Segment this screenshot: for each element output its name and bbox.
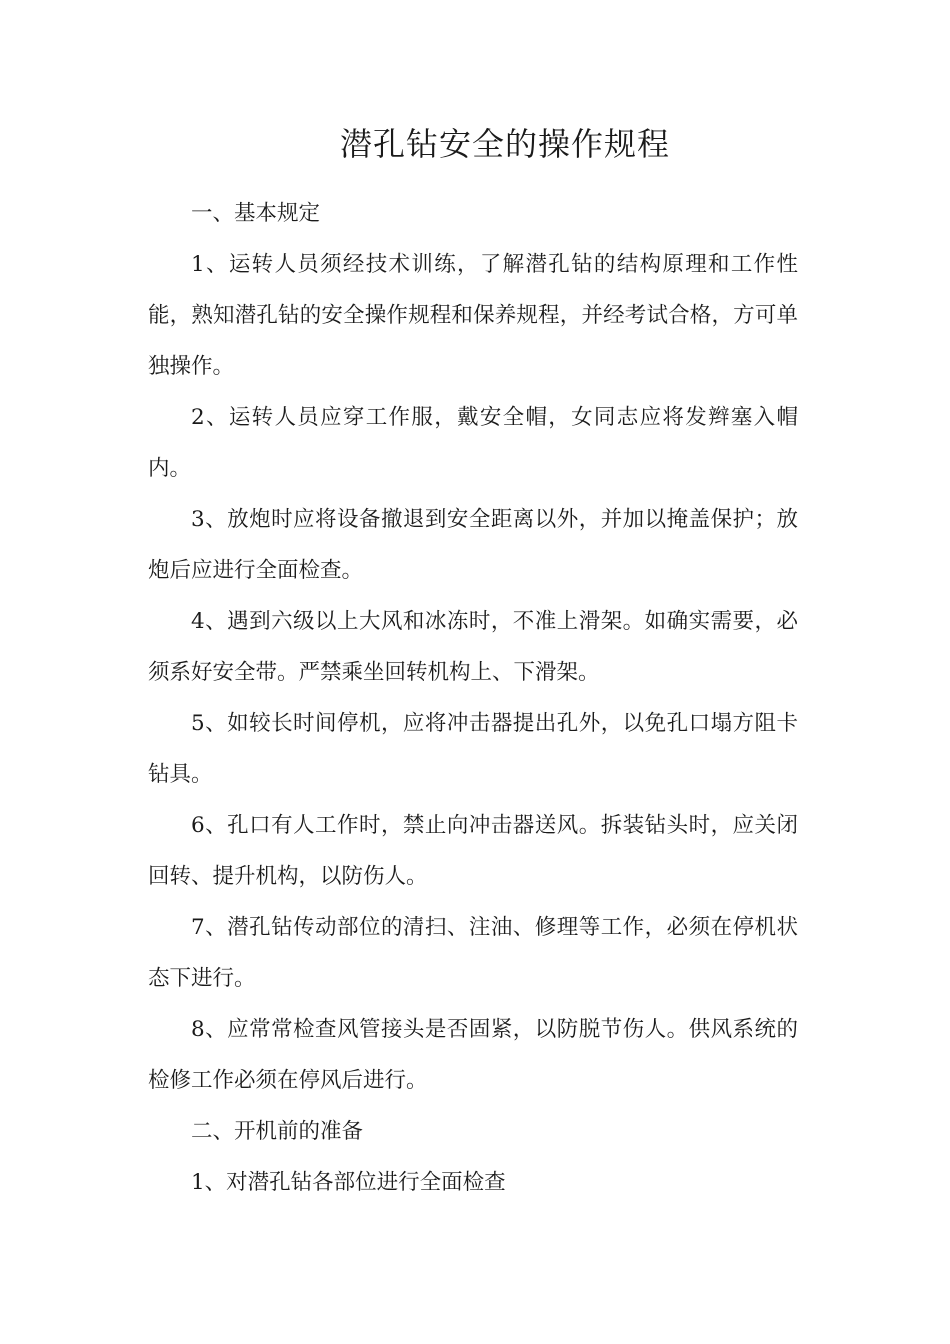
paragraph-rule-6: 6、孔口有人工作时，禁止向冲击器送风。拆装钻头时，应关闭回转、提升机构，以防伤人。 [148,813,798,889]
paragraph-rule-1: 1、运转人员须经技术训练，了解潜孔钻的结构原理和工作性能，熟知潜孔钻的安全操作规程和保养规程，并经考试合格，方可单独操作。 [148,252,798,379]
paragraph-rule-7: 7、潜孔钻传动部位的清扫、注油、修理等工作，必须在停机状态下进行。 [148,915,798,991]
document-title: 潜孔钻安全的操作规程 [339,125,670,163]
paragraph-prep-1: 1、对潜孔钻各部位进行全面检查 [191,1170,506,1195]
section-heading-basic-rules: 一、基本规定 [191,201,321,226]
paragraph-rule-3: 3、放炮时应将设备撤退到安全距离以外，并加以掩盖保护；放炮后应进行全面检查。 [148,507,798,583]
paragraph-rule-2: 2、运转人员应穿工作服，戴安全帽，女同志应将发辫塞入帽内。 [148,405,798,481]
paragraph-rule-8: 8、应常常检查风管接头是否固紧，以防脱节伤人。供风系统的检修工作必须在停风后进行。 [148,1017,798,1093]
document-body [148,188,798,1208]
section-heading-preparation: 二、开机前的准备 [191,1119,364,1144]
paragraph-rule-4: 4、遇到六级以上大风和冰冻时，不准上滑架。如确实需要，必须系好安全带。严禁乘坐回转机构上、下滑架。 [148,609,798,685]
paragraph-rule-5: 5、如较长时间停机，应将冲击器提出孔外，以免孔口塌方阻卡钻具。 [148,711,798,787]
